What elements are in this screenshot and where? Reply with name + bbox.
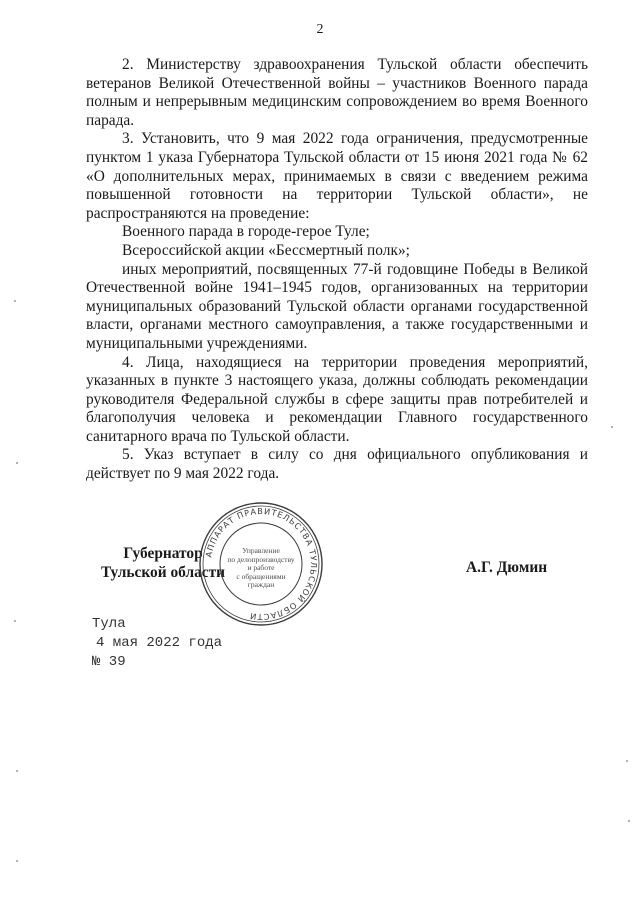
signatory-title-line2: Тульской области bbox=[100, 563, 226, 581]
decree-number: № 39 bbox=[92, 654, 126, 670]
signatory-title-line1: Губернатор bbox=[123, 545, 203, 562]
scan-speck bbox=[16, 860, 18, 862]
paragraph-item-3: 3. Установить, что 9 мая 2022 года ограничения, предусмотренные пунктом 1 указа Губернатора Тульской области от 15 июня 2021 года № 62 «О дополнительных мерах, принимаемых в связи с введением режима повышенной готовности на территории Тульской области», не распространяются на проведение: bbox=[86, 130, 588, 222]
place: Тула bbox=[92, 616, 126, 632]
paragraph-item-5: 5. Указ вступает в силу со дня официального опубликования и действует по 9 мая 2022 года. bbox=[86, 446, 588, 483]
paragraph-list-parade: Военного парада в городе-герое Туле; bbox=[122, 223, 370, 241]
paragraph-item-4: 4. Лица, находящиеся на территории проведения мероприятий, указанных в пункте 3 настоящего указа, должны соблюдать рекомендации руководителя Федеральной службы в сфере защиты прав потребителей и благополучия человека и рекомендации Главного государственного санитарного врача по Тульской области. bbox=[86, 353, 588, 445]
place-date-block bbox=[92, 615, 222, 672]
scan-speck bbox=[626, 760, 628, 762]
paragraph-list-other-events: иных мероприятий, посвященных 77-й годовщине Победы в Великой Отечественной войне 1941–1945 годов, организованных на территории муниципальных образований Тульской области органами государственной власти, органами местного самоуправления, а также государственными и муниципальными учреждениями. bbox=[86, 260, 588, 352]
stamp-inner-text bbox=[197, 547, 325, 590]
official-stamp bbox=[197, 500, 325, 628]
stamp-line: Управление bbox=[242, 546, 280, 555]
stamp-line: и работе bbox=[247, 563, 275, 573]
scan-speck bbox=[611, 426, 613, 428]
stamp-line: с обращениями bbox=[236, 571, 286, 581]
stamp-line: граждан bbox=[247, 580, 275, 590]
scan-speck bbox=[14, 300, 16, 302]
paragraph-list-immortal-regiment: Всероссийской акции «Бессмертный полк»; bbox=[122, 241, 410, 259]
signing-date: 4 мая 2022 года bbox=[96, 635, 223, 651]
stamp-ring-text: АППАРАТ ПРАВИТЕЛЬСТВА ТУЛЬСКОЙ ОБЛАСТИ bbox=[203, 505, 320, 623]
page-number: 2 bbox=[316, 22, 324, 37]
scan-speck bbox=[16, 462, 18, 464]
decree-body bbox=[86, 56, 588, 484]
scan-speck bbox=[14, 620, 16, 622]
scan-speck bbox=[628, 820, 630, 822]
scan-speck bbox=[16, 770, 18, 772]
stamp-line: по делопроизводству bbox=[227, 554, 295, 564]
paragraph-item-2: 2. Министерству здравоохранения Тульской области обеспечить ветеранов Великой Отечественной войны – участников Военного парада полным и непрерывным медицинским сопровождением во время Военного парада. bbox=[86, 56, 588, 129]
signatory-name: А.Г. Дюмин bbox=[466, 559, 548, 576]
